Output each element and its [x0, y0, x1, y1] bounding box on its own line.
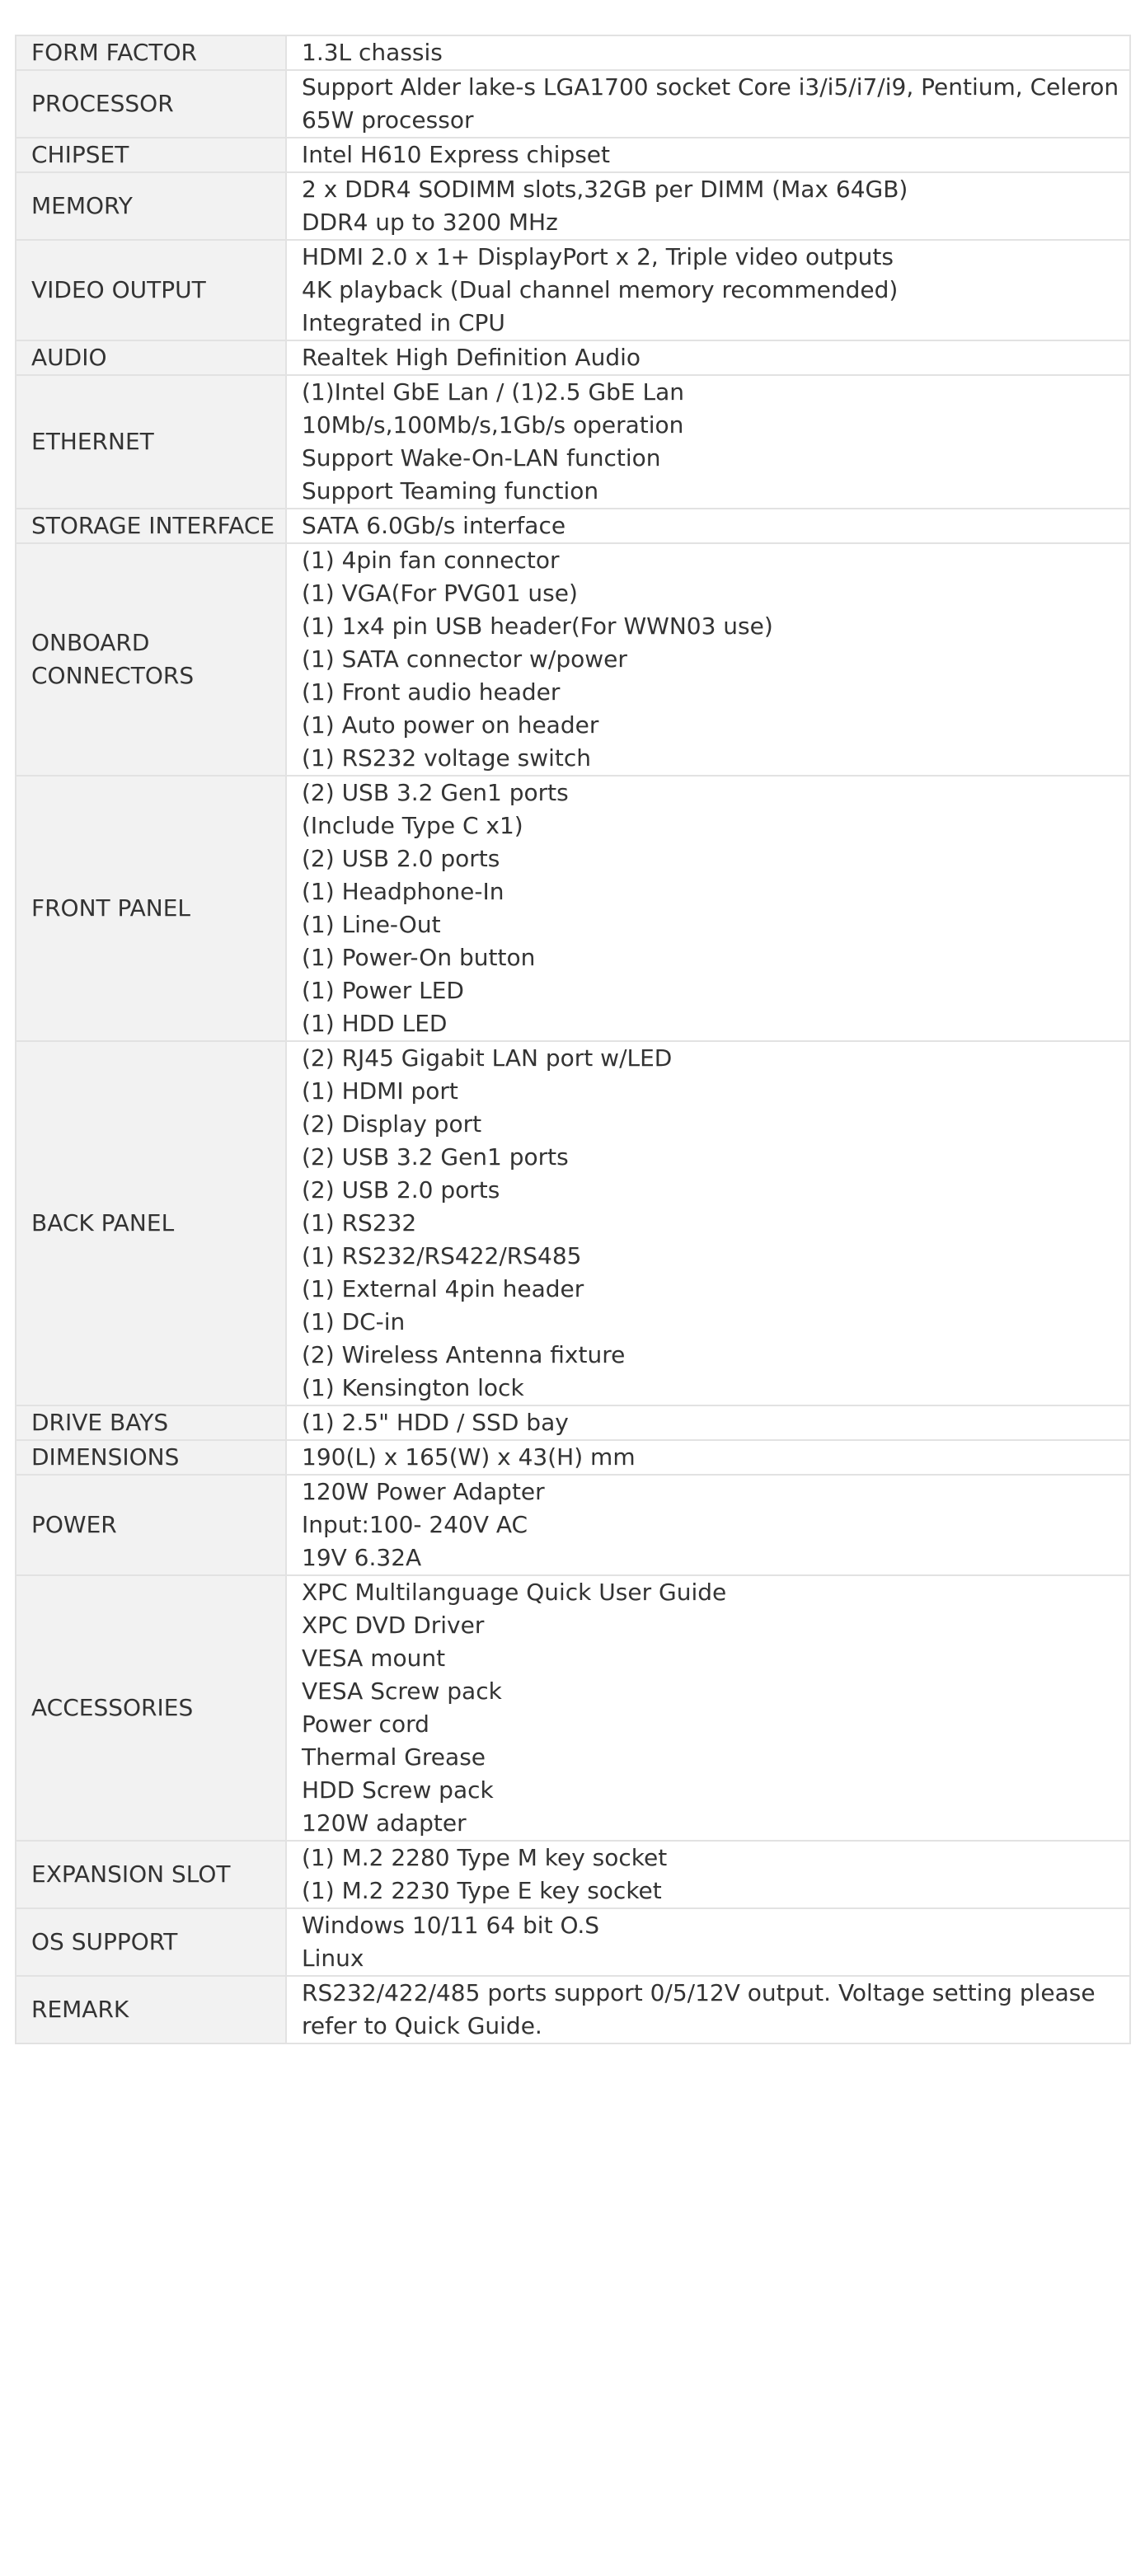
spec-value-line: (2) USB 3.2 Gen1 ports	[302, 779, 569, 806]
spec-value-line: DDR4 up to 3200 MHz	[302, 209, 558, 236]
spec-value-line: 4K playback (Dual channel memory recommended)	[302, 276, 899, 303]
spec-label: ONBOARD CONNECTORS	[16, 543, 286, 776]
spec-value-line: (Include Type C x1)	[302, 812, 523, 839]
spec-label: MEMORY	[16, 172, 286, 240]
spec-value-line: (2) RJ45 Gigabit LAN port w/LED	[302, 1044, 673, 1072]
spec-value	[286, 1475, 1130, 1575]
spec-label: ACCESSORIES	[16, 1575, 286, 1841]
spec-value-line: Intel H610 Express chipset	[302, 141, 611, 168]
spec-value-line: HDD Screw pack	[302, 1776, 494, 1804]
spec-value	[286, 172, 1130, 240]
spec-value-line: (2) Display port	[302, 1110, 482, 1138]
spec-value	[286, 776, 1130, 1041]
spec-value-line: (1) External 4pin header	[302, 1275, 584, 1302]
spec-value-line: (2) USB 2.0 ports	[302, 845, 500, 872]
spec-value	[286, 1041, 1130, 1405]
spec-value-line: (1) Line-Out	[302, 911, 441, 938]
spec-value-line: XPC DVD Driver	[302, 1612, 485, 1639]
spec-value	[286, 1908, 1130, 1976]
spec-label: OS SUPPORT	[16, 1908, 286, 1976]
spec-value-line: (1) VGA(For PVG01 use)	[302, 579, 578, 607]
spec-row	[16, 509, 1130, 543]
spec-label: FRONT PANEL	[16, 776, 286, 1041]
spec-value-line: (1) M.2 2280 Type M key socket	[302, 1844, 668, 1871]
spec-row	[16, 375, 1130, 509]
spec-value-line: 120W Power Adapter	[302, 1478, 545, 1505]
spec-label: PROCESSOR	[16, 70, 286, 138]
spec-label: FORM FACTOR	[16, 35, 286, 70]
spec-value-line: (1) 2.5" HDD / SSD bay	[302, 1409, 569, 1436]
spec-value-line: 2 x DDR4 SODIMM slots,32GB per DIMM (Max 64GB)	[302, 176, 908, 203]
spec-row	[16, 1908, 1130, 1976]
spec-value-line: Integrated in CPU	[302, 309, 505, 336]
spec-value-line: 10Mb/s,100Mb/s,1Gb/s operation	[302, 411, 684, 439]
spec-value-line: (1)Intel GbE Lan / (1)2.5 GbE Lan	[302, 378, 685, 406]
spec-value-line: (2) Wireless Antenna fixture	[302, 1341, 626, 1368]
spec-label: EXPANSION SLOT	[16, 1841, 286, 1908]
spec-value-line: Windows 10/11 64 bit O.S	[302, 1912, 600, 1939]
spec-value-line: XPC Multilanguage Quick User Guide	[302, 1579, 727, 1606]
spec-value-line: (1) HDD LED	[302, 1010, 448, 1037]
spec-value-line: (1) RS232	[302, 1209, 417, 1236]
spec-row	[16, 1976, 1130, 2043]
spec-row	[16, 543, 1130, 776]
spec-value-line: (1) DC-in	[302, 1308, 406, 1335]
spec-label: DIMENSIONS	[16, 1440, 286, 1475]
spec-value-line: (1) SATA connector w/power	[302, 645, 627, 673]
spec-value	[286, 340, 1130, 375]
spec-label: AUDIO	[16, 340, 286, 375]
spec-row	[16, 1440, 1130, 1475]
spec-value-line: (1) Kensington lock	[302, 1374, 524, 1401]
spec-value	[286, 240, 1130, 340]
spec-value	[286, 70, 1130, 138]
spec-value	[286, 1575, 1130, 1841]
spec-value-line: (1) RS232 voltage switch	[302, 744, 592, 772]
spec-row	[16, 1575, 1130, 1841]
spec-value-line: HDMI 2.0 x 1+ DisplayPort x 2, Triple video outputs	[302, 243, 894, 270]
spec-value-line: (1) 1x4 pin USB header(For WWN03 use)	[302, 612, 773, 640]
spec-value-line: 19V 6.32A	[302, 1544, 422, 1571]
spec-value-line: 65W processor	[302, 106, 474, 134]
spec-value-line: (1) Power LED	[302, 977, 464, 1004]
spec-value	[286, 375, 1130, 509]
spec-value-line: Support Teaming function	[302, 477, 599, 504]
spec-value	[286, 1976, 1130, 2043]
spec-row	[16, 1041, 1130, 1405]
spec-value-line: (1) RS232/RS422/RS485	[302, 1242, 582, 1269]
spec-row	[16, 70, 1130, 138]
spec-value	[286, 509, 1130, 543]
spec-value-line: (1) HDMI port	[302, 1077, 458, 1105]
spec-value	[286, 35, 1130, 70]
spec-row	[16, 776, 1130, 1041]
spec-label: DRIVE BAYS	[16, 1405, 286, 1440]
spec-label: BACK PANEL	[16, 1041, 286, 1405]
spec-value-line: (1) M.2 2230 Type E key socket	[302, 1877, 662, 1904]
spec-value-line: Input:100- 240V AC	[302, 1511, 528, 1538]
spec-label: VIDEO OUTPUT	[16, 240, 286, 340]
spec-label: REMARK	[16, 1976, 286, 2043]
spec-value	[286, 543, 1130, 776]
spec-row	[16, 138, 1130, 172]
spec-table-body	[16, 35, 1130, 2043]
spec-value-line: RS232/422/485 ports support 0/5/12V output. Voltage setting please refer to Quick Guide.	[302, 1979, 1096, 2039]
spec-value-line: SATA 6.0Gb/s interface	[302, 512, 566, 539]
spec-value-line: (2) USB 2.0 ports	[302, 1176, 500, 1204]
spec-value-line: Support Wake-On-LAN function	[302, 444, 661, 472]
spec-value	[286, 1841, 1130, 1908]
spec-label: CHIPSET	[16, 138, 286, 172]
spec-value-line: Power cord	[302, 1710, 429, 1738]
spec-value	[286, 138, 1130, 172]
spec-label: POWER	[16, 1475, 286, 1575]
spec-row	[16, 1405, 1130, 1440]
spec-table	[15, 35, 1131, 2044]
spec-value-line: (1) Front audio header	[302, 678, 561, 706]
spec-value-line: VESA mount	[302, 1645, 446, 1672]
spec-value-line: 120W adapter	[302, 1809, 467, 1837]
spec-value-line: (1) 4pin fan connector	[302, 547, 560, 574]
spec-value-line: Thermal Grease	[302, 1743, 486, 1771]
spec-value-line: 190(L) x 165(W) x 43(H) mm	[302, 1443, 636, 1471]
spec-value	[286, 1440, 1130, 1475]
spec-label: ETHERNET	[16, 375, 286, 509]
spec-value-line: Linux	[302, 1945, 364, 1972]
spec-value-line: Support Alder lake-s LGA1700 socket Core i3/i5/i7/i9, Pentium, Celeron	[302, 73, 1119, 101]
spec-value-line: (1) Power-On button	[302, 944, 536, 971]
spec-row	[16, 1475, 1130, 1575]
spec-value-line: Realtek High Definition Audio	[302, 344, 641, 371]
spec-value-line: 1.3L chassis	[302, 39, 443, 66]
spec-value-line: VESA Screw pack	[302, 1677, 502, 1705]
spec-value-line: (2) USB 3.2 Gen1 ports	[302, 1143, 569, 1171]
spec-label: STORAGE INTERFACE	[16, 509, 286, 543]
spec-value	[286, 1405, 1130, 1440]
spec-row	[16, 240, 1130, 340]
spec-value-line: (1) Headphone-In	[302, 878, 504, 905]
spec-value-line: (1) Auto power on header	[302, 711, 599, 739]
spec-row	[16, 1841, 1130, 1908]
spec-row	[16, 340, 1130, 375]
spec-row	[16, 35, 1130, 70]
spec-row	[16, 172, 1130, 240]
